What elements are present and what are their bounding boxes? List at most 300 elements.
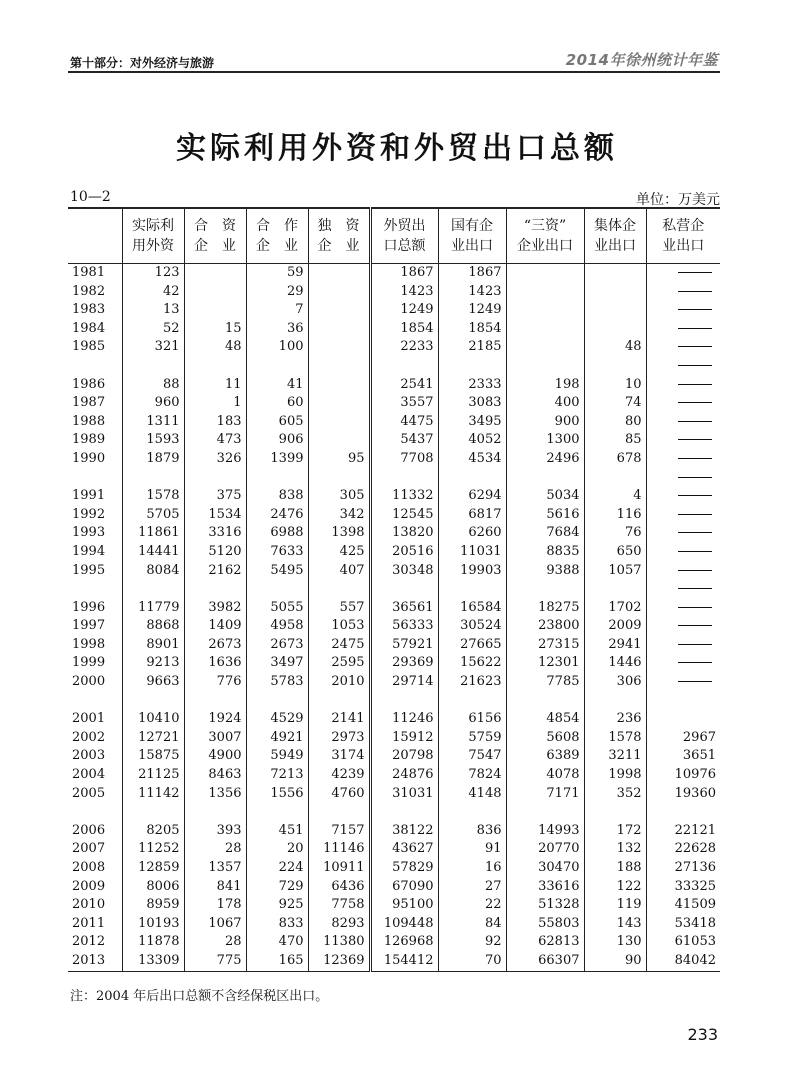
value-cell: 36561 xyxy=(370,599,438,618)
column-header-8 xyxy=(584,208,646,264)
value-cell xyxy=(184,803,246,822)
value-cell: 4921 xyxy=(246,729,308,748)
table-row xyxy=(68,376,720,395)
year-cell: 2006 xyxy=(72,822,106,838)
year-cell: 1998 xyxy=(72,636,106,652)
value-cell xyxy=(308,320,370,339)
value-cell: 2010 xyxy=(308,673,370,692)
value-cell: 24876 xyxy=(370,766,438,785)
year-cell xyxy=(68,803,122,822)
value-cell: 12721 xyxy=(122,729,184,748)
value-cell: 62813 xyxy=(506,933,584,952)
value-cell: 305 xyxy=(308,487,370,506)
value-cell: 2185 xyxy=(438,338,506,357)
column-header-line1: 合 作 xyxy=(256,218,298,234)
column-header-line2: 企 业 xyxy=(194,238,236,254)
value-cell: 2496 xyxy=(506,450,584,469)
dash-mark xyxy=(678,384,712,385)
value-cell xyxy=(370,469,438,488)
year-cell: 2008 xyxy=(72,860,106,875)
value-cell xyxy=(646,394,720,413)
value-cell: 6389 xyxy=(506,747,584,766)
value-cell: 2333 xyxy=(438,376,506,395)
value-cell: 5705 xyxy=(122,506,184,525)
value-cell: 326 xyxy=(184,450,246,469)
value-cell: 5495 xyxy=(246,562,308,581)
value-cell xyxy=(646,636,720,655)
value-cell xyxy=(506,283,584,302)
value-cell: 60 xyxy=(246,394,308,413)
value-cell: 2009 xyxy=(584,617,646,636)
value-cell xyxy=(308,357,370,376)
value-cell: 1867 xyxy=(370,264,438,283)
value-cell xyxy=(506,580,584,599)
value-cell: 3651 xyxy=(646,747,720,766)
value-cell: 43627 xyxy=(370,840,438,859)
value-cell xyxy=(646,469,720,488)
value-cell: 1924 xyxy=(184,710,246,729)
value-cell: 5616 xyxy=(506,506,584,525)
value-cell xyxy=(646,264,720,283)
value-cell: 198 xyxy=(506,376,584,395)
value-cell: 13820 xyxy=(370,524,438,543)
value-cell: 8293 xyxy=(308,915,370,934)
value-cell: 2941 xyxy=(584,636,646,655)
value-cell: 11246 xyxy=(370,710,438,729)
value-cell: 116 xyxy=(584,506,646,525)
table-row xyxy=(68,673,720,692)
dash-mark xyxy=(678,291,712,292)
value-cell: 224 xyxy=(246,859,308,878)
year-cell: 1981 xyxy=(72,265,106,280)
running-header-section: 第十部分：对外经济与旅游 xyxy=(70,56,215,70)
year-cell: 1994 xyxy=(72,543,106,559)
table-spacer-row xyxy=(68,469,720,488)
value-cell: 29 xyxy=(246,283,308,302)
value-cell: 5783 xyxy=(246,673,308,692)
value-cell xyxy=(370,692,438,711)
value-cell: 3495 xyxy=(438,413,506,432)
table-row xyxy=(68,599,720,618)
value-cell: 2233 xyxy=(370,338,438,357)
value-cell: 4239 xyxy=(308,766,370,785)
value-cell: 14441 xyxy=(122,543,184,562)
column-header-line2: 用外资 xyxy=(132,238,174,254)
value-cell: 7547 xyxy=(438,747,506,766)
value-cell: 10410 xyxy=(122,710,184,729)
value-cell: 6294 xyxy=(438,487,506,506)
value-cell xyxy=(646,803,720,822)
value-cell xyxy=(646,654,720,673)
value-cell: 11878 xyxy=(122,933,184,952)
column-header-3 xyxy=(246,208,308,264)
value-cell: 1446 xyxy=(584,654,646,673)
value-cell xyxy=(506,301,584,320)
value-cell xyxy=(646,580,720,599)
value-cell xyxy=(506,320,584,339)
value-cell: 729 xyxy=(246,878,308,897)
value-cell: 1067 xyxy=(184,915,246,934)
table-row xyxy=(68,506,720,525)
column-header-line2: 企 业 xyxy=(317,238,360,254)
year-cell: 1988 xyxy=(72,413,106,429)
value-cell: 400 xyxy=(506,394,584,413)
value-cell: 14993 xyxy=(506,822,584,841)
value-cell: 9663 xyxy=(122,673,184,692)
value-cell: 188 xyxy=(584,859,646,878)
value-cell: 1057 xyxy=(584,562,646,581)
table-body xyxy=(68,264,720,972)
value-cell: 342 xyxy=(308,506,370,525)
value-cell xyxy=(308,283,370,302)
dash-mark xyxy=(678,365,712,366)
table-row xyxy=(68,562,720,581)
value-cell: 70 xyxy=(438,952,506,971)
value-cell: 119 xyxy=(584,896,646,915)
year-cell xyxy=(68,580,122,599)
value-cell: 407 xyxy=(308,562,370,581)
value-cell xyxy=(370,580,438,599)
value-cell: 18275 xyxy=(506,599,584,618)
column-header-7 xyxy=(506,208,584,264)
dash-mark xyxy=(678,272,712,273)
value-cell xyxy=(308,692,370,711)
dash-mark xyxy=(678,588,712,589)
value-cell: 1409 xyxy=(184,617,246,636)
value-cell: 8006 xyxy=(122,878,184,897)
value-cell: 2673 xyxy=(184,636,246,655)
value-cell: 7 xyxy=(246,301,308,320)
year-cell: 2013 xyxy=(68,952,122,971)
value-cell: 3316 xyxy=(184,524,246,543)
value-cell xyxy=(246,803,308,822)
value-cell: 13 xyxy=(122,301,184,320)
value-cell: 1356 xyxy=(184,785,246,804)
value-cell xyxy=(646,562,720,581)
value-cell: 6817 xyxy=(438,506,506,525)
value-cell xyxy=(584,264,646,283)
value-cell: 7684 xyxy=(506,524,584,543)
value-cell xyxy=(646,487,720,506)
table-row xyxy=(68,654,720,673)
value-cell xyxy=(646,692,720,711)
value-cell xyxy=(506,264,584,283)
value-cell: 11380 xyxy=(308,933,370,952)
value-cell: 1556 xyxy=(246,785,308,804)
value-cell: 55803 xyxy=(506,915,584,934)
table-spacer-row xyxy=(68,692,720,711)
value-cell: 11142 xyxy=(122,785,184,804)
year-cell: 1982 xyxy=(72,283,106,299)
value-cell xyxy=(246,469,308,488)
value-cell: 1398 xyxy=(308,524,370,543)
value-cell: 833 xyxy=(246,915,308,934)
value-cell xyxy=(438,692,506,711)
value-cell: 11031 xyxy=(438,543,506,562)
value-cell: 143 xyxy=(584,915,646,934)
table-row xyxy=(68,394,720,413)
table-spacer-row xyxy=(68,357,720,376)
value-cell: 33616 xyxy=(506,878,584,897)
value-cell: 8835 xyxy=(506,543,584,562)
dash-mark xyxy=(678,309,712,310)
value-cell: 906 xyxy=(246,431,308,450)
year-cell: 1983 xyxy=(72,302,106,318)
value-cell: 76 xyxy=(584,524,646,543)
value-cell: 1357 xyxy=(184,859,246,878)
value-cell xyxy=(308,338,370,357)
value-cell xyxy=(184,283,246,302)
value-cell: 678 xyxy=(584,450,646,469)
dash-mark xyxy=(678,681,712,682)
table-row xyxy=(68,301,720,320)
value-cell: 5120 xyxy=(184,543,246,562)
value-cell: 775 xyxy=(184,952,246,971)
value-cell: 1879 xyxy=(122,450,184,469)
value-cell: 925 xyxy=(246,896,308,915)
value-cell: 22628 xyxy=(646,840,720,859)
value-cell: 7213 xyxy=(246,766,308,785)
value-cell xyxy=(584,283,646,302)
year-cell xyxy=(68,469,122,488)
value-cell xyxy=(584,357,646,376)
value-cell: 52 xyxy=(122,320,184,339)
year-cell: 2007 xyxy=(72,841,106,857)
value-cell: 126968 xyxy=(370,933,438,952)
value-cell: 41 xyxy=(246,376,308,395)
value-cell: 3982 xyxy=(184,599,246,618)
value-cell: 1636 xyxy=(184,654,246,673)
value-cell: 15875 xyxy=(122,747,184,766)
value-cell: 1 xyxy=(184,394,246,413)
value-cell: 20770 xyxy=(506,840,584,859)
value-cell: 7758 xyxy=(308,896,370,915)
dash-mark xyxy=(678,477,712,478)
value-cell xyxy=(584,803,646,822)
value-cell: 2967 xyxy=(646,729,720,748)
value-cell: 470 xyxy=(246,933,308,952)
year-cell: 1986 xyxy=(72,376,106,392)
year-cell xyxy=(68,357,122,376)
column-header-2 xyxy=(184,208,246,264)
value-cell: 473 xyxy=(184,431,246,450)
value-cell xyxy=(308,580,370,599)
column-header-line1: 合 资 xyxy=(194,218,236,234)
value-cell: 10193 xyxy=(122,915,184,934)
value-cell xyxy=(506,803,584,822)
year-cell: 1985 xyxy=(72,339,106,355)
dash-mark xyxy=(678,346,712,347)
value-cell: 15912 xyxy=(370,729,438,748)
year-cell: 1996 xyxy=(72,599,106,615)
dash-mark xyxy=(678,644,712,645)
value-cell xyxy=(646,413,720,432)
value-cell: 1578 xyxy=(122,487,184,506)
table-row xyxy=(68,878,720,897)
year-cell: 1993 xyxy=(72,525,106,541)
value-cell: 67090 xyxy=(370,878,438,897)
column-header-9 xyxy=(646,208,720,264)
value-cell: 4078 xyxy=(506,766,584,785)
value-cell: 6260 xyxy=(438,524,506,543)
table-row xyxy=(68,710,720,729)
dash-mark xyxy=(678,662,712,663)
value-cell: 27665 xyxy=(438,636,506,655)
year-cell: 2011 xyxy=(72,915,106,931)
value-cell: 12369 xyxy=(308,952,370,971)
value-cell xyxy=(506,357,584,376)
value-cell: 3211 xyxy=(584,747,646,766)
dash-mark xyxy=(678,495,712,496)
value-cell: 8901 xyxy=(122,636,184,655)
dash-mark xyxy=(678,328,712,329)
value-cell xyxy=(506,692,584,711)
value-cell: 15 xyxy=(184,320,246,339)
dash-mark xyxy=(678,625,712,626)
value-cell xyxy=(646,301,720,320)
value-cell: 7785 xyxy=(506,673,584,692)
value-cell xyxy=(246,357,308,376)
value-cell: 12545 xyxy=(370,506,438,525)
value-cell: 38122 xyxy=(370,822,438,841)
year-cell: 1992 xyxy=(72,506,106,522)
table-row xyxy=(68,636,720,655)
value-cell: 85 xyxy=(584,431,646,450)
value-cell: 1399 xyxy=(246,450,308,469)
value-cell: 11252 xyxy=(122,840,184,859)
value-cell: 1578 xyxy=(584,729,646,748)
value-cell xyxy=(308,394,370,413)
year-cell: 2012 xyxy=(72,934,106,950)
value-cell xyxy=(646,320,720,339)
value-cell: 4 xyxy=(584,487,646,506)
dash-mark xyxy=(678,439,712,440)
value-cell: 90 xyxy=(584,952,646,971)
value-cell: 183 xyxy=(184,413,246,432)
value-cell: 130 xyxy=(584,933,646,952)
value-cell: 6436 xyxy=(308,878,370,897)
value-cell: 375 xyxy=(184,487,246,506)
value-cell: 5437 xyxy=(370,431,438,450)
value-cell: 84042 xyxy=(646,952,720,971)
value-cell xyxy=(184,264,246,283)
value-cell: 7633 xyxy=(246,543,308,562)
dash-mark xyxy=(678,607,712,608)
value-cell: 5055 xyxy=(246,599,308,618)
value-cell xyxy=(646,338,720,357)
dash-mark xyxy=(678,514,712,515)
value-cell xyxy=(438,469,506,488)
dash-mark xyxy=(678,570,712,571)
value-cell xyxy=(584,580,646,599)
value-cell xyxy=(308,803,370,822)
table-row xyxy=(68,896,720,915)
value-cell: 1998 xyxy=(584,766,646,785)
value-cell: 841 xyxy=(184,878,246,897)
value-cell: 12301 xyxy=(506,654,584,673)
value-cell xyxy=(308,431,370,450)
column-header-line2: 业出口 xyxy=(451,238,493,254)
dash-mark xyxy=(678,402,712,403)
page-number: 233 xyxy=(687,1025,718,1044)
column-header-1 xyxy=(122,208,184,264)
value-cell: 4529 xyxy=(246,710,308,729)
value-cell xyxy=(584,301,646,320)
value-cell: 8959 xyxy=(122,896,184,915)
column-header-line1: 独 资 xyxy=(317,218,360,234)
value-cell xyxy=(438,803,506,822)
table-header-row xyxy=(68,208,720,264)
value-cell: 1854 xyxy=(370,320,438,339)
value-cell xyxy=(122,357,184,376)
value-cell: 1423 xyxy=(438,283,506,302)
value-cell: 22 xyxy=(438,896,506,915)
value-cell xyxy=(646,450,720,469)
value-cell: 20 xyxy=(246,840,308,859)
table-spacer-row xyxy=(68,580,720,599)
year-cell: 2005 xyxy=(72,785,106,801)
column-header-5 xyxy=(370,208,438,264)
value-cell: 21623 xyxy=(438,673,506,692)
value-cell: 80 xyxy=(584,413,646,432)
table-row xyxy=(68,933,720,952)
value-cell xyxy=(122,803,184,822)
value-cell xyxy=(646,524,720,543)
value-cell: 31031 xyxy=(370,785,438,804)
value-cell: 172 xyxy=(584,822,646,841)
value-cell: 9213 xyxy=(122,654,184,673)
value-cell xyxy=(646,673,720,692)
value-cell: 21125 xyxy=(122,766,184,785)
value-cell: 838 xyxy=(246,487,308,506)
value-cell xyxy=(584,469,646,488)
value-cell xyxy=(646,617,720,636)
value-cell: 557 xyxy=(308,599,370,618)
column-header-6 xyxy=(438,208,506,264)
column-header-line2: 口总额 xyxy=(383,238,426,254)
value-cell: 4148 xyxy=(438,785,506,804)
value-cell: 100 xyxy=(246,338,308,357)
value-cell xyxy=(184,469,246,488)
value-cell xyxy=(506,469,584,488)
value-cell: 48 xyxy=(584,338,646,357)
value-cell: 451 xyxy=(246,822,308,841)
dash-mark xyxy=(678,421,712,422)
value-cell: 8868 xyxy=(122,617,184,636)
dash-mark xyxy=(678,458,712,459)
value-cell: 132 xyxy=(584,840,646,859)
value-cell: 10911 xyxy=(308,859,370,878)
column-header-line1: 国有企 xyxy=(451,218,493,234)
value-cell: 91 xyxy=(438,840,506,859)
table-row xyxy=(68,524,720,543)
value-cell: 36 xyxy=(246,320,308,339)
value-cell: 56333 xyxy=(370,617,438,636)
value-cell: 61053 xyxy=(646,933,720,952)
value-cell: 59 xyxy=(246,264,308,283)
value-cell: 1593 xyxy=(122,431,184,450)
value-cell: 2673 xyxy=(246,636,308,655)
value-cell: 15622 xyxy=(438,654,506,673)
table-row xyxy=(68,859,720,878)
value-cell: 4900 xyxy=(184,747,246,766)
column-header-0 xyxy=(68,208,122,264)
value-cell: 605 xyxy=(246,413,308,432)
value-cell: 27 xyxy=(438,878,506,897)
value-cell: 28 xyxy=(184,840,246,859)
table-row xyxy=(68,338,720,357)
value-cell xyxy=(646,599,720,618)
